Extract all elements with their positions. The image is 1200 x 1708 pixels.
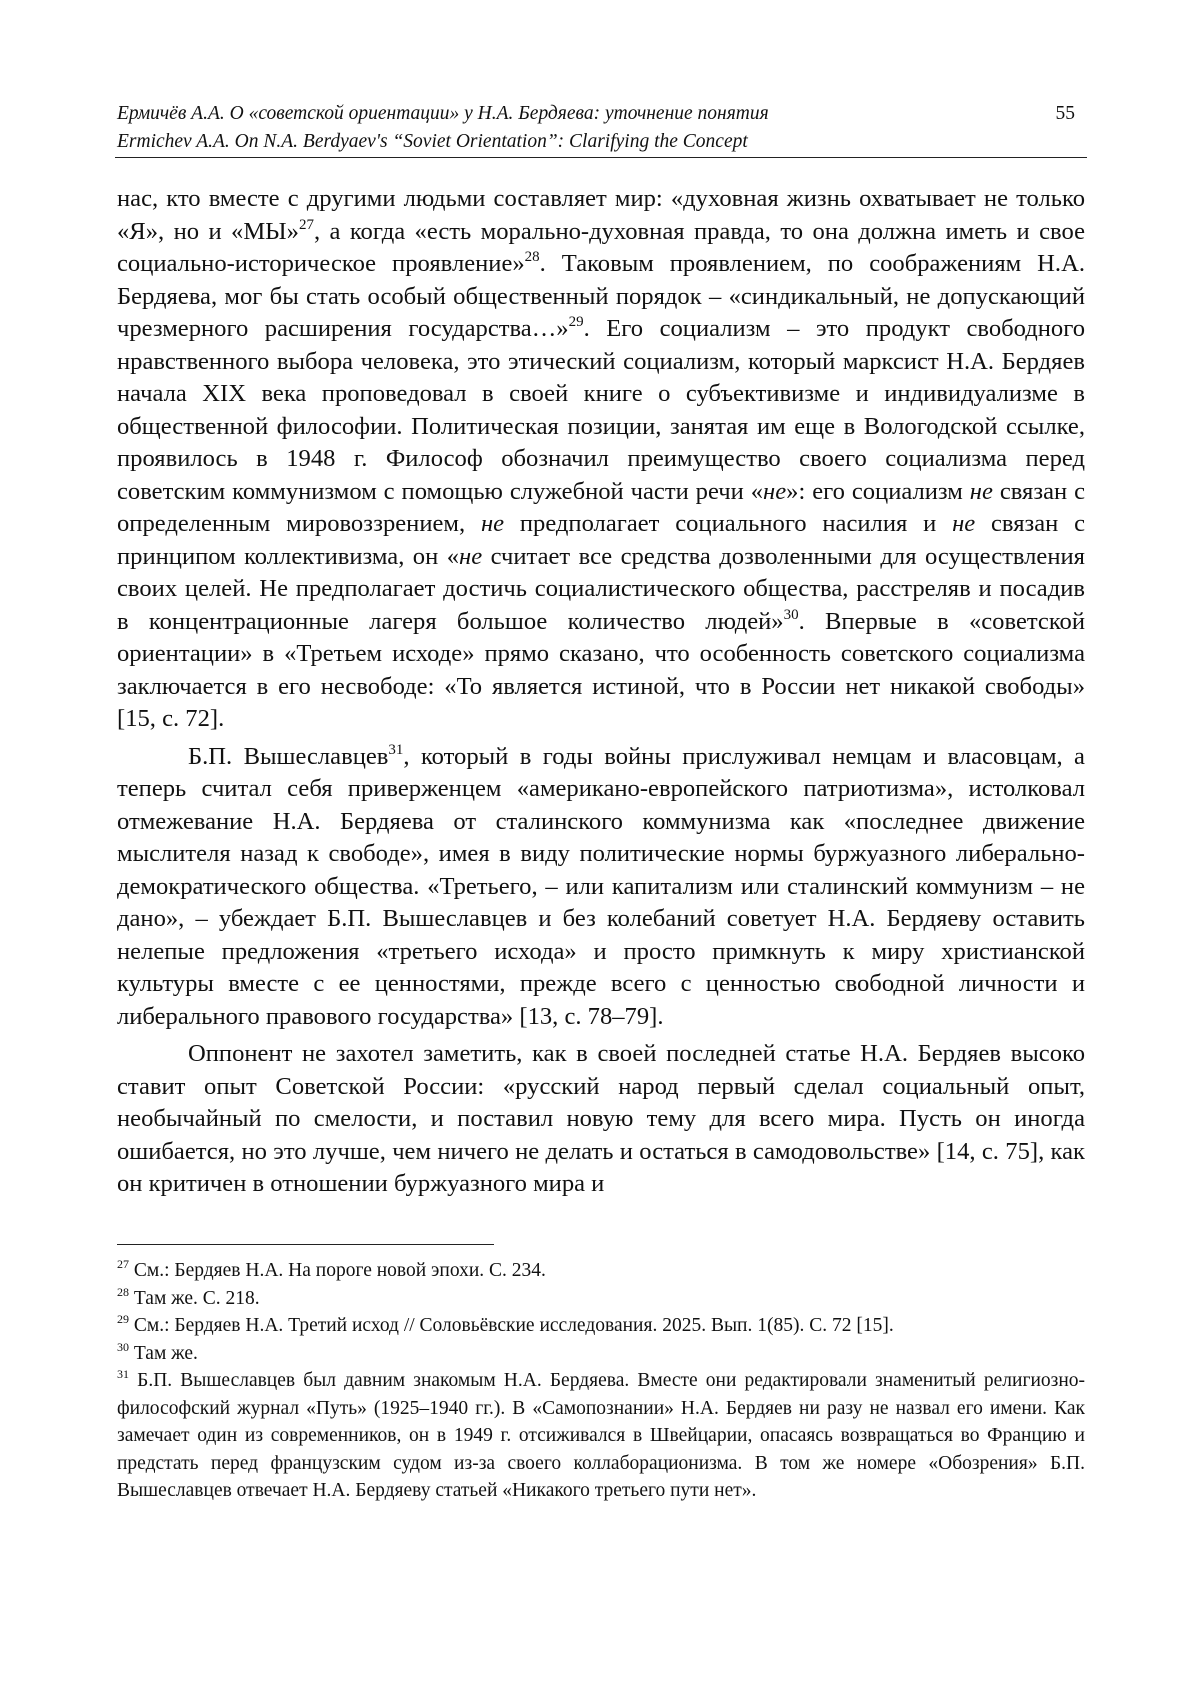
- paragraph-1: [117, 183, 1085, 736]
- footnote-text: Б.П. Вышеславцев был давним знакомым Н.А. Бердяева. Вместе они редактировали знаменитый религиозно-философский журнал «Путь» (1925–1940 гг.). В «Самопознании» Н.А. Бердяев ни разу не назвал его имени. Как замечает один из современников, он в 1949 г. отсиживался в Швейцарии, опасаясь возвращаться во Францию и предстать перед французским судом из-за своего коллаборационизма. В том же номере «Обозрения» Б.П. Вышеславцев отвечает Н.А. Бердяеву статьей «Никакого третьего пути нет».: [117, 1370, 1086, 1501]
- paragraph-1-text: считает все средства дозволенными для осуществления своих целей. Не предполагает достичь социалистического общества, расстреляв и посадив в концентрационные лагеря большое количество людей»: [117, 542, 1085, 635]
- emphasis-ne: не: [480, 510, 505, 537]
- footnote-ref-30: 30: [783, 606, 799, 623]
- paragraph-1-text: . Его социализм – это продукт свободного нравственного выбора человека, это этический социализм, который марксист Н.А. Бердяев начала XIX века проповедовал в своей книге о субъективизме и индивидуализме в общественной философии. Политическая позиции, занятая им еще в Вологодской ссылке, проявилось в 1948 г. Философ обозначил преимущество своего социализма перед советским коммунизмом с помощью служебной части речи «: [117, 315, 1086, 505]
- footnote-text: См.: Бердяев Н.А. Третий исход // Соловьёвские исследования. 2025. Вып. 1(85). С. 72 [15].: [133, 1315, 894, 1336]
- page-number: 55: [1055, 103, 1075, 124]
- footnote-number: 27: [117, 1257, 129, 1271]
- paragraph-1-text: связан с определенным мировоззрением,: [117, 477, 1086, 537]
- footnote-number: 29: [117, 1312, 129, 1326]
- header-title-ru: Ермичёв А.А. О «советской ориентации» у Н.А. Бердяева: уточнение понятия: [117, 103, 769, 124]
- emphasis-ne: не: [459, 542, 483, 570]
- footnote-number: 30: [117, 1339, 129, 1354]
- footnote-text: Там же. С. 218.: [133, 1287, 260, 1309]
- footnote-separator: [117, 1244, 494, 1245]
- paragraph-1-text: »: его социализм: [786, 477, 970, 505]
- footnote-27: [117, 1257, 1085, 1285]
- header-title-en: Ermichev A.A. On N.A. Berdyaev's “Soviet Orientation”: Clarifying the Concept: [117, 131, 748, 152]
- footnote-30: [117, 1340, 1085, 1368]
- emphasis-ne: не: [969, 477, 993, 505]
- paragraph-1-text: предполагает социального насилия и: [504, 510, 953, 537]
- paragraph-3: Оппонент не захотел заметить, как в своей последней статье Н.А. Бердяев высоко ставит опыт Советской России: «русский народ первый сделал социальный опыт, необычайный по смелости, и поставил новую тему для всего мира. Пусть он иногда ошибается, но это лучше, чем ничего не делать и остаться в самодовольстве» [14, с. 75], как он критичен в отношении буржуазного мира и: [117, 1040, 1085, 1197]
- footnote-number: 28: [117, 1284, 129, 1299]
- footnote-text: Там же.: [133, 1342, 198, 1364]
- article-body: [117, 183, 1085, 1206]
- paragraph-2-text: Б.П. Вышеславцев: [188, 742, 389, 770]
- footnote-29: [117, 1312, 1085, 1340]
- footnote-ref-29: 29: [568, 314, 584, 330]
- paragraph-1-text: нас, кто вместе с другими людьми составляет мир: «духовная жизнь охватывает не только «Я», но и «МЫ»: [117, 185, 1085, 245]
- footnote-ref-31: 31: [388, 741, 404, 758]
- paragraph-1-text: , а когда «есть морально-духовная правда, то она должна иметь и свое социально-историческое проявление»: [117, 217, 1085, 277]
- footnote-ref-28: 28: [524, 249, 540, 265]
- footnote-ref-27: 27: [298, 216, 314, 233]
- emphasis-ne: не: [763, 477, 787, 505]
- paragraph-1-text: . Впервые в «советской ориентации» в «Третьем исходе» прямо сказано, что особенность советского социализма заключается в его несвободе: «То является истиной, что в России нет никакой свободы» [15, с. 72].: [117, 607, 1085, 732]
- footnotes: [117, 1257, 1085, 1505]
- footnote-28: [117, 1285, 1085, 1313]
- emphasis-ne: не: [952, 510, 976, 537]
- paragraph-1-text: . Таковым проявлением, по соображениям Н.А. Бердяева, мог бы стать особый общественный порядок – «синдикальный, не допускающий чрезмерного расширения государства…»: [117, 250, 1085, 342]
- paragraph-1-text: связан с принципом коллективизма, он «: [117, 510, 1086, 570]
- footnote-number: 31: [117, 1367, 129, 1381]
- header-rule: [115, 157, 1087, 158]
- footnote-31: [117, 1367, 1085, 1505]
- footnote-text: См.: Бердяев Н.А. На пороге новой эпохи. С. 234.: [133, 1260, 546, 1281]
- paragraph-2-text: , который в годы войны прислуживал немцам и власовцам, а теперь считал себя приверженцем «американо-европейского патриотизма», истолковал отмежевание Н.А. Бердяева от сталинского коммунизма как «последнее движение мыслителя назад к свободе», имея в виду политические нормы буржуазного либерально-демократического общества. «Третьего, – или капитализм или сталинский коммунизм – не дано», – убеждает Б.П. Вышеславцев и без колебаний советует Н.А. Бердяеву оставить нелепые предложения «третьего исхода» и просто примкнуть к миру христианской культуры вместе с ее ценностями, прежде всего с ценностью свободной личности и либерального правового государства» [13, с. 78–79].: [117, 742, 1085, 1030]
- running-header: [117, 100, 1085, 156]
- paragraph-2: [117, 741, 1085, 1034]
